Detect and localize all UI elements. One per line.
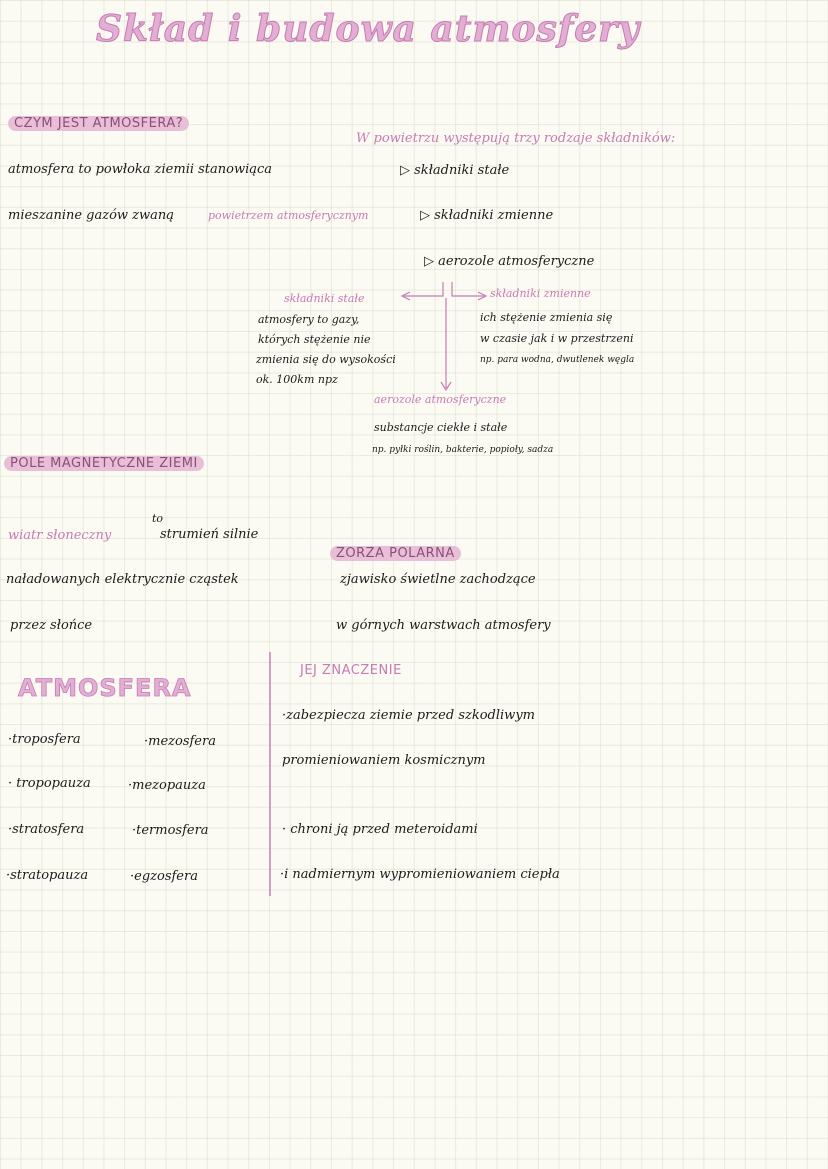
znaczenie-line-2: promieniowaniem kosmicznym bbox=[282, 753, 486, 768]
stale-label: składniki stałe bbox=[284, 292, 365, 305]
zmienne-label: składniki zmienne bbox=[490, 287, 591, 300]
wiatr-text-a: wiatr słoneczny bbox=[8, 528, 112, 543]
layer-item: ·mezosfera bbox=[144, 734, 216, 749]
stale-desc-3: zmienia się do wysokości bbox=[256, 353, 396, 366]
section-heading-pole: POLE MAGNETYCZNE ZIEMI bbox=[4, 456, 204, 471]
section-heading-znaczenie: JEJ ZNACZENIE bbox=[300, 663, 402, 678]
znaczenie-line-3: · chroni ją przed meteroidami bbox=[282, 822, 478, 837]
layer-item: ·mezopauza bbox=[128, 778, 206, 793]
page-title: Skład i budowa atmosfery bbox=[96, 8, 641, 50]
zmienne-example: np. para wodna, dwutlenek węgla bbox=[480, 355, 635, 365]
skladniki-item-1: ▷ składniki stałe bbox=[400, 163, 510, 178]
zmienne-desc-1: ich stężenie zmienia się bbox=[480, 311, 613, 324]
definition-line-2b: powietrzem atmosferycznym bbox=[208, 209, 369, 222]
layer-item: ·stratopauza bbox=[6, 868, 89, 883]
layer-item: ·stratosfera bbox=[8, 822, 85, 837]
section-heading-atmosfera: ATMOSFERA bbox=[18, 674, 192, 702]
definition-line-1: atmosfera to powłoka ziemii stanowiąca bbox=[8, 162, 273, 177]
znaczenie-line-4: ·i nadmiernym wypromieniowaniem ciepła bbox=[280, 867, 560, 882]
triangle-bullet-icon: ▷ bbox=[420, 208, 430, 223]
triangle-bullet-icon: ▷ bbox=[424, 254, 434, 269]
pole-line-2: naładowanych elektrycznie cząstek bbox=[6, 572, 239, 587]
aerozole-example: np. pyłki roślin, bakterie, popioły, sadza bbox=[372, 445, 554, 455]
stale-desc-4: ok. 100km npz bbox=[256, 373, 338, 386]
stale-desc-2: których stężenie nie bbox=[258, 333, 371, 346]
stale-desc-1: atmosfery to gazy, bbox=[258, 313, 360, 326]
znaczenie-line-1: ·zabezpiecza ziemie przed szkodliwym bbox=[282, 708, 535, 723]
aerozole-label: aerozole atmosferyczne bbox=[374, 393, 507, 406]
wiatr-text-b: strumień silnie bbox=[160, 527, 259, 542]
layer-item: ·troposfera bbox=[8, 732, 81, 747]
skladniki-item-2: ▷ składniki zmienne bbox=[420, 208, 554, 223]
section-heading-zorza: ZORZA POLARNA bbox=[330, 546, 461, 561]
wiatr-text-to: to bbox=[152, 512, 164, 525]
layer-item: ·termosfera bbox=[132, 823, 209, 838]
layer-item: ·egzosfera bbox=[130, 869, 198, 884]
skladniki-intro: W powietrzu występują trzy rodzaje składników: bbox=[356, 131, 676, 146]
zmienne-desc-2: w czasie jak i w przestrzeni bbox=[480, 332, 634, 345]
zorza-line-2: w górnych warstwach atmosfery bbox=[336, 618, 551, 633]
pole-line-3: przez słońce bbox=[10, 618, 93, 633]
layer-item: · tropopauza bbox=[8, 776, 91, 791]
definition-line-2a: mieszanine gazów zwaną bbox=[8, 208, 175, 223]
aerozole-desc: substancje ciekłe i stałe bbox=[374, 421, 508, 434]
skladniki-item-3: ▷ aerozole atmosferyczne bbox=[424, 254, 595, 269]
zorza-line-1: zjawisko świetlne zachodzące bbox=[340, 572, 536, 587]
triangle-bullet-icon: ▷ bbox=[400, 163, 410, 178]
section-heading-czym: CZYM JEST ATMOSFERA? bbox=[8, 116, 189, 131]
